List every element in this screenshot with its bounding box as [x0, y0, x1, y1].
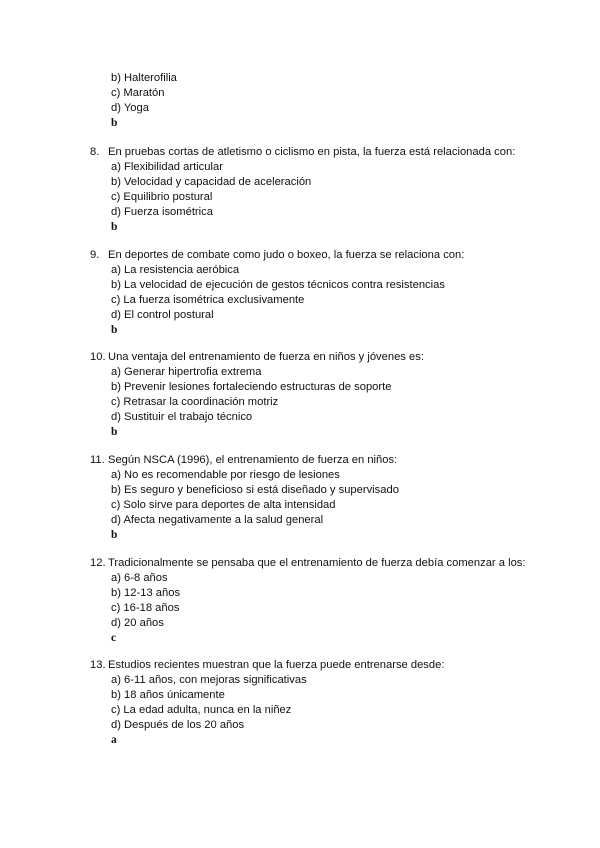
question-number: 12.: [90, 557, 106, 569]
option: d) Afecta negativamente a la salud general: [111, 514, 324, 526]
question-number: 13.: [90, 659, 106, 671]
question-10: [90, 350, 570, 440]
option: c) La edad adulta, nunca en la niñez: [111, 704, 292, 716]
option: b) Prevenir lesiones fortaleciendo estructuras de soporte: [111, 381, 392, 393]
question-text: Estudios recientes muestran que la fuerza puede entrenarse desde:: [108, 659, 445, 671]
option: d) Después de los 20 años: [111, 719, 245, 731]
answer: b: [111, 529, 118, 541]
question-number: 8.: [90, 146, 100, 158]
question-12: [90, 556, 570, 646]
question-11: [90, 453, 570, 543]
option: c) La fuerza isométrica exclusivamente: [111, 294, 305, 306]
question-text: Tradicionalmente se pensaba que el entrenamiento de fuerza debía comenzar a los:: [108, 557, 526, 569]
answer: b: [111, 117, 118, 129]
option: a) 6-11 años, con mejoras significativas: [111, 674, 307, 686]
question-number: 9.: [90, 249, 100, 261]
option: a) Flexibilidad articular: [111, 161, 223, 173]
option: d) Sustituir el trabajo técnico: [111, 411, 253, 423]
option: c) Retrasar la coordinación motriz: [111, 396, 279, 408]
answer: b: [111, 221, 118, 233]
option: a) 6-8 años: [111, 572, 168, 584]
question-number: 11.: [90, 454, 105, 466]
question-text: En pruebas cortas de atletismo o ciclismo en pista, la fuerza está relacionada con:: [108, 146, 516, 158]
option: b) La velocidad de ejecución de gestos técnicos contra resistencias: [111, 279, 445, 291]
question-13: [90, 658, 570, 748]
option: b) Velocidad y capacidad de aceleración: [111, 176, 312, 188]
question-stem: [90, 658, 570, 673]
option: c) Equilibrio postural: [111, 191, 213, 203]
answer: c: [111, 632, 117, 644]
question-stem: [90, 556, 570, 571]
question-stem: [90, 145, 570, 160]
option: a) La resistencia aeróbica: [111, 264, 240, 276]
option: b) 18 años únicamente: [111, 689, 225, 701]
option: d) 20 años: [111, 617, 164, 629]
option: b) Halterofilia: [111, 72, 177, 84]
option: b) 12-13 años: [111, 587, 181, 599]
option: c) 16-18 años: [111, 602, 180, 614]
option: c) Solo sirve para deportes de alta intensidad: [111, 499, 336, 511]
question-9: [90, 248, 570, 338]
option: b) Es seguro y beneficioso si está diseñado y supervisado: [111, 484, 399, 496]
question-stem: [90, 350, 570, 365]
question-text: Según NSCA (1996), el entrenamiento de fuerza en niños:: [108, 454, 398, 466]
option: a) Generar hipertrofia extrema: [111, 366, 262, 378]
option: d) Fuerza isométrica: [111, 206, 213, 218]
answer: b: [111, 426, 118, 438]
question-7-fragment: [90, 71, 560, 131]
answer: b: [111, 324, 118, 336]
option: a) No es recomendable por riesgo de lesiones: [111, 469, 340, 481]
question-stem: [90, 453, 570, 468]
option: d) Yoga: [111, 102, 149, 114]
question-number: 10.: [90, 351, 106, 363]
option: d) El control postural: [111, 309, 214, 321]
question-8: [90, 145, 570, 235]
answer: a: [111, 734, 117, 746]
question-stem: [90, 248, 570, 263]
option: c) Maratón: [111, 87, 165, 99]
question-text: En deportes de combate como judo o boxeo, la fuerza se relaciona con:: [108, 249, 465, 261]
question-text: Una ventaja del entrenamiento de fuerza en niños y jóvenes es:: [108, 351, 424, 363]
